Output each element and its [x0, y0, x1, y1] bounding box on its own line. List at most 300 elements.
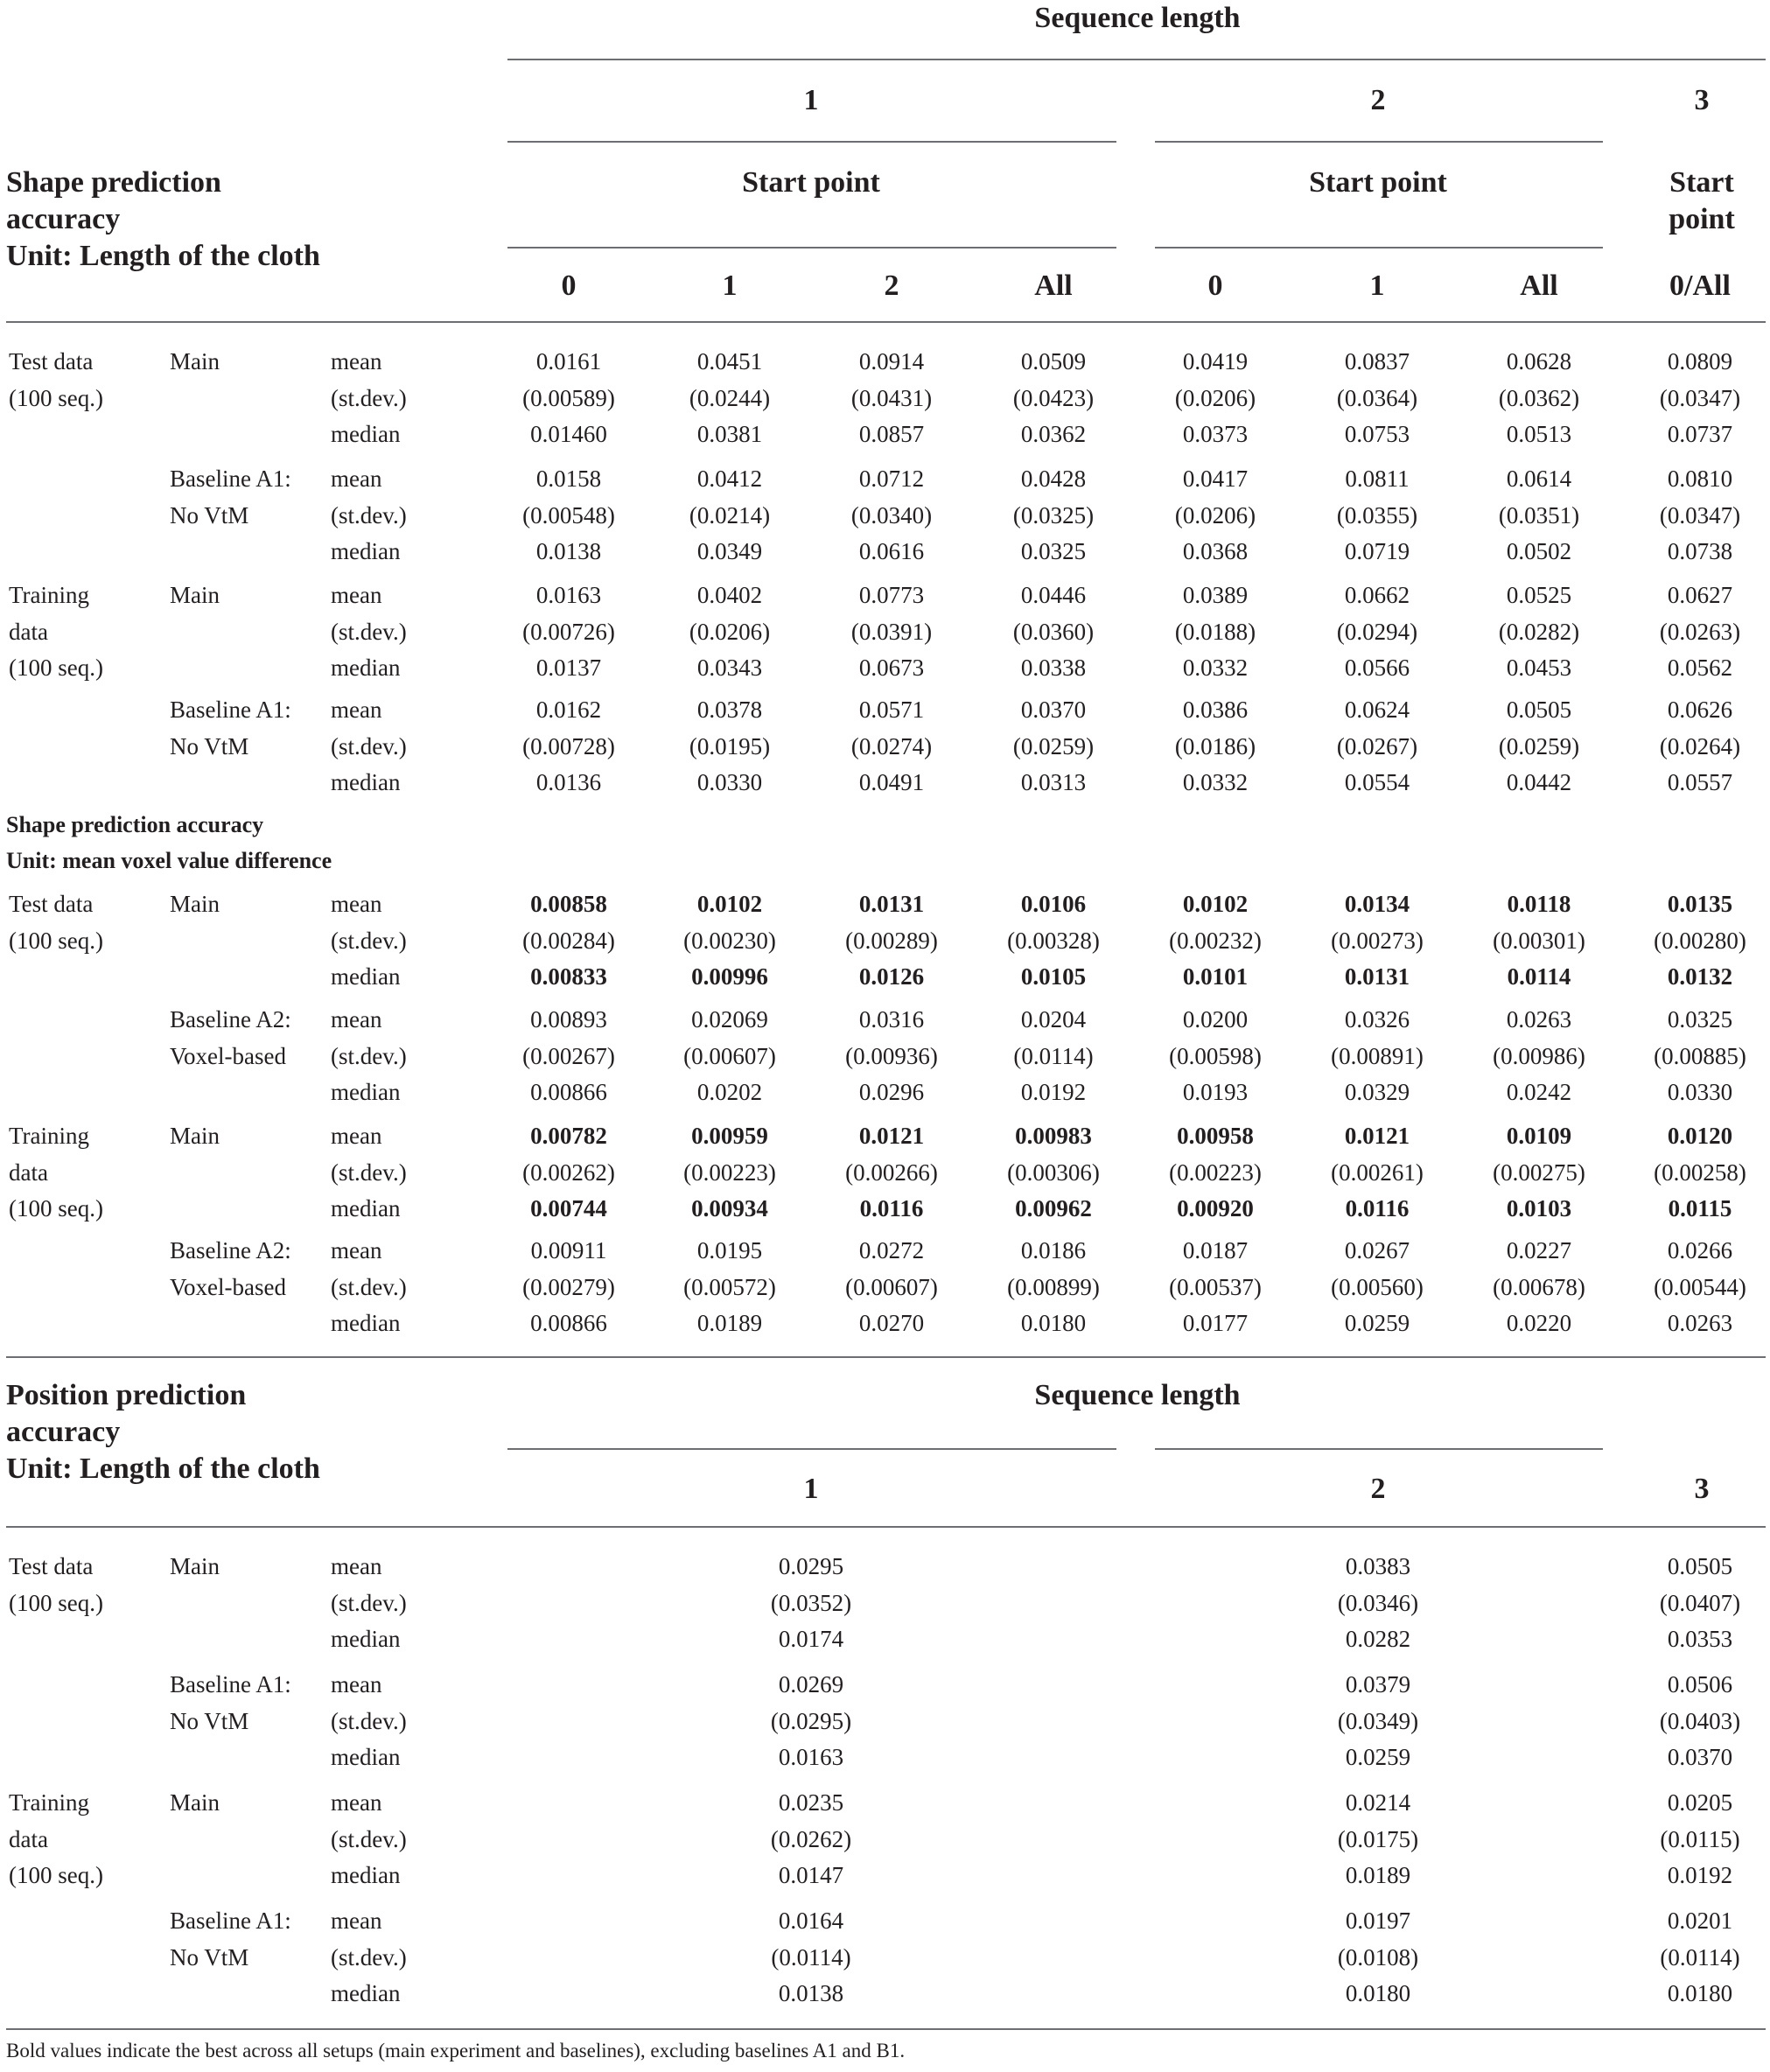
- value-cell: 0.0505: [1667, 1553, 1733, 1579]
- value-cell: 0.0115: [1668, 1195, 1732, 1222]
- value-cell: 0.0329: [1344, 1079, 1410, 1105]
- value-cell: (0.0206): [1174, 501, 1256, 528]
- header-rule: [507, 247, 1116, 248]
- header-rule: [1155, 141, 1603, 143]
- table-row: [0, 1903, 1770, 1938]
- value-cell: 0.0295: [778, 1553, 844, 1579]
- value-cell: (0.0114): [771, 1943, 851, 1970]
- model-label: Main: [170, 582, 220, 608]
- value-cell: 0.0138: [778, 1980, 844, 2006]
- value-cell: (0.0340): [850, 501, 933, 528]
- value-cell: 0.0272: [858, 1237, 925, 1264]
- model-label: Main: [170, 1123, 220, 1149]
- value-cell: 0.0313: [1020, 769, 1087, 795]
- value-cell: 0.0114: [1507, 963, 1571, 990]
- value-cell: (0.0175): [1337, 1825, 1419, 1852]
- table-row: [0, 1940, 1770, 1975]
- stat-label: median: [331, 1310, 401, 1336]
- value-cell: (0.0294): [1336, 618, 1418, 645]
- value-cell: (0.00280): [1654, 927, 1746, 954]
- stat-label: mean: [331, 582, 382, 608]
- value-cell: 0.0673: [858, 654, 925, 681]
- value-cell: 0.0446: [1020, 582, 1087, 608]
- value-cell: 0.0174: [778, 1626, 844, 1652]
- value-cell: 0.0164: [778, 1908, 844, 1934]
- value-cell: 0.0332: [1182, 654, 1249, 681]
- value-cell: (0.0325): [1012, 501, 1095, 528]
- value-cell: (0.0364): [1336, 384, 1418, 411]
- table-row: [0, 1270, 1770, 1305]
- value-cell: 0.0325: [1667, 1006, 1733, 1032]
- dataset-label: data: [9, 1825, 48, 1852]
- value-cell: 0.00911: [530, 1237, 607, 1264]
- table-row: [0, 886, 1770, 921]
- value-cell: 0.0451: [696, 348, 763, 374]
- table-row: [0, 1858, 1770, 1893]
- value-cell: 0.0402: [696, 582, 763, 608]
- value-cell: (0.0186): [1174, 732, 1256, 760]
- stat-label: mean: [331, 1006, 382, 1032]
- value-cell: 0.0162: [535, 696, 602, 723]
- value-cell: 0.0106: [1020, 891, 1087, 917]
- start-point-header-3: Start point: [1669, 166, 1735, 235]
- table-row: [0, 1621, 1770, 1656]
- dataset-label: (100 seq.): [9, 1195, 103, 1222]
- value-cell: 0.00983: [1015, 1123, 1092, 1149]
- value-cell: 0.0116: [1345, 1195, 1410, 1222]
- value-cell: (0.00726): [522, 618, 615, 645]
- value-cell: 0.0381: [696, 421, 763, 447]
- value-cell: 0.0442: [1506, 769, 1572, 795]
- start-point-header-1: Start point: [742, 166, 880, 199]
- value-cell: 0.00959: [691, 1123, 768, 1149]
- value-cell: 0.00782: [530, 1123, 607, 1149]
- value-cell: (0.0351): [1498, 501, 1580, 528]
- sequence-length-header: Sequence length: [1034, 2, 1241, 34]
- value-cell: (0.00607): [845, 1273, 938, 1300]
- value-cell: 0.0412: [696, 466, 763, 492]
- value-cell: 0.0126: [858, 963, 925, 990]
- model-label: Voxel-based: [170, 1042, 286, 1069]
- value-cell: 0.0379: [1345, 1671, 1411, 1698]
- value-cell: (0.0244): [689, 384, 771, 411]
- value-cell: 0.0453: [1506, 654, 1572, 681]
- dataset-label: data: [9, 618, 48, 645]
- table-row: [0, 1118, 1770, 1153]
- value-cell: 0.0163: [778, 1744, 844, 1770]
- value-cell: 0.0914: [858, 348, 925, 374]
- value-cell: (0.0355): [1336, 501, 1418, 528]
- value-cell: 0.0557: [1667, 769, 1733, 795]
- value-cell: (0.0115): [1660, 1825, 1740, 1852]
- dataset-label: (100 seq.): [9, 1862, 103, 1888]
- value-cell: (0.0274): [850, 732, 933, 760]
- value-cell: 0.0712: [858, 466, 925, 492]
- start-point-col-header: All: [1034, 270, 1073, 302]
- value-cell: (0.0403): [1659, 1707, 1741, 1734]
- value-cell: 0.0227: [1506, 1237, 1572, 1264]
- value-cell: 0.0214: [1345, 1789, 1411, 1816]
- value-cell: 0.0491: [858, 769, 925, 795]
- value-cell: (0.00261): [1331, 1158, 1424, 1186]
- value-cell: 0.0102: [696, 891, 763, 917]
- value-cell: 0.0837: [1344, 348, 1410, 374]
- value-cell: 0.0180: [1667, 1980, 1733, 2006]
- table-row: [0, 1233, 1770, 1268]
- value-cell: 0.00866: [530, 1310, 607, 1336]
- value-cell: (0.00232): [1169, 927, 1262, 954]
- table-row: [0, 1039, 1770, 1074]
- value-cell: 0.0138: [535, 538, 602, 564]
- value-cell: (0.00284): [522, 927, 615, 954]
- value-cell: 0.0267: [1344, 1237, 1410, 1264]
- value-cell: (0.0347): [1659, 501, 1741, 528]
- value-cell: 0.0163: [535, 582, 602, 608]
- value-cell: (0.00266): [845, 1158, 938, 1186]
- value-cell: (0.00289): [845, 927, 938, 954]
- section-rule: [6, 1356, 1766, 1358]
- value-cell: 0.0627: [1667, 582, 1733, 608]
- value-cell: 0.0235: [778, 1789, 844, 1816]
- value-cell: 0.0332: [1182, 769, 1249, 795]
- voxel-title-line2: Unit: mean voxel value difference: [6, 848, 332, 873]
- value-cell: 0.0134: [1344, 891, 1410, 917]
- model-label: Baseline A1:: [170, 1671, 291, 1698]
- start-point-col-header: 0: [1207, 270, 1223, 302]
- table-row: [0, 1191, 1770, 1226]
- position-length-2-header: 2: [1370, 1473, 1386, 1505]
- value-cell: (0.0114): [1013, 1042, 1094, 1069]
- value-cell: 0.00744: [530, 1195, 607, 1222]
- dataset-label: (100 seq.): [9, 927, 103, 954]
- stat-label: (st.dev.): [331, 384, 407, 411]
- value-cell: 0.0197: [1345, 1908, 1411, 1934]
- value-cell: (0.0263): [1659, 618, 1741, 645]
- value-cell: 0.0263: [1667, 1310, 1733, 1336]
- value-cell: 0.0353: [1667, 1626, 1733, 1652]
- dataset-label: (100 seq.): [9, 1589, 103, 1616]
- header-rule: [507, 141, 1116, 143]
- value-cell: 0.0103: [1506, 1195, 1572, 1222]
- stat-label: mean: [331, 1237, 382, 1264]
- value-cell: 0.0136: [535, 769, 602, 795]
- value-cell: 0.0195: [696, 1237, 763, 1264]
- value-cell: 0.0325: [1020, 538, 1087, 564]
- value-cell: (0.0407): [1659, 1589, 1741, 1616]
- value-cell: 0.0857: [858, 421, 925, 447]
- model-label: No VtM: [170, 501, 249, 528]
- value-cell: (0.00589): [522, 384, 615, 411]
- start-point-col-header: 1: [1369, 270, 1385, 302]
- position-title: Position prediction accuracy Unit: Length of the cloth: [6, 1379, 320, 1485]
- table-row: [0, 534, 1770, 569]
- header-rule: [507, 59, 1766, 60]
- table-row: [0, 1155, 1770, 1190]
- value-cell: 0.0378: [696, 696, 763, 723]
- value-cell: 0.0180: [1345, 1980, 1411, 2006]
- value-cell: (0.0362): [1498, 384, 1580, 411]
- value-cell: 0.0132: [1667, 963, 1733, 990]
- value-cell: 0.0161: [535, 348, 602, 374]
- value-cell: 0.0296: [858, 1079, 925, 1105]
- value-cell: 0.01460: [530, 421, 607, 447]
- stat-label: mean: [331, 348, 382, 374]
- value-cell: (0.0262): [770, 1825, 852, 1852]
- value-cell: (0.0267): [1336, 732, 1418, 760]
- table-row: [0, 1549, 1770, 1584]
- value-cell: 0.0201: [1667, 1908, 1733, 1934]
- value-cell: 0.0343: [696, 654, 763, 681]
- table-row: [0, 381, 1770, 416]
- stat-label: mean: [331, 1908, 382, 1934]
- table-row: [0, 1586, 1770, 1620]
- value-cell: 0.00866: [530, 1079, 607, 1105]
- value-cell: 0.0189: [1345, 1862, 1411, 1888]
- value-cell: 0.0330: [696, 769, 763, 795]
- value-cell: 0.0383: [1345, 1553, 1411, 1579]
- position-length-3-header: 3: [1694, 1473, 1710, 1505]
- header-bottom-rule: [6, 321, 1766, 323]
- value-cell: (0.0264): [1659, 732, 1741, 760]
- value-cell: 0.0662: [1344, 582, 1410, 608]
- stat-label: median: [331, 1195, 401, 1222]
- value-cell: (0.00598): [1169, 1042, 1262, 1069]
- model-label: Baseline A1:: [170, 696, 291, 723]
- value-cell: 0.0205: [1667, 1789, 1733, 1816]
- table-row: [0, 416, 1770, 452]
- stat-label: (st.dev.): [331, 732, 407, 760]
- value-cell: (0.00262): [522, 1158, 615, 1186]
- value-cell: (0.0349): [1337, 1707, 1419, 1734]
- table-row: [0, 1306, 1770, 1340]
- stat-label: (st.dev.): [331, 1273, 407, 1300]
- value-cell: 0.0624: [1344, 696, 1410, 723]
- table-row: [0, 1002, 1770, 1037]
- stat-label: median: [331, 538, 401, 564]
- value-cell: 0.0373: [1182, 421, 1249, 447]
- value-cell: 0.0773: [858, 582, 925, 608]
- table-row: [0, 614, 1770, 649]
- dataset-label: Training: [9, 1789, 90, 1816]
- value-cell: (0.00607): [683, 1042, 776, 1069]
- stat-label: (st.dev.): [331, 618, 407, 645]
- stat-label: mean: [331, 1789, 382, 1816]
- stat-label: median: [331, 421, 401, 447]
- value-cell: 0.0554: [1344, 769, 1410, 795]
- header-rule: [1155, 1448, 1603, 1450]
- value-cell: 0.0282: [1345, 1626, 1411, 1652]
- value-cell: (0.0360): [1012, 618, 1095, 645]
- value-cell: (0.0259): [1012, 732, 1095, 760]
- dataset-label: Training: [9, 1123, 90, 1149]
- value-cell: 0.0259: [1344, 1310, 1410, 1336]
- value-cell: (0.00891): [1331, 1042, 1424, 1069]
- value-cell: (0.00899): [1007, 1273, 1100, 1300]
- value-cell: (0.00267): [522, 1042, 615, 1069]
- value-cell: 0.0192: [1020, 1079, 1087, 1105]
- table-bottom-rule: [6, 2028, 1766, 2030]
- value-cell: (0.0347): [1659, 384, 1741, 411]
- value-cell: 0.0105: [1020, 963, 1087, 990]
- stat-label: (st.dev.): [331, 927, 407, 954]
- value-cell: (0.0295): [770, 1707, 852, 1734]
- model-label: Baseline A1:: [170, 1908, 291, 1934]
- stat-label: mean: [331, 1123, 382, 1149]
- value-cell: 0.0200: [1182, 1006, 1249, 1032]
- stat-label: median: [331, 1980, 401, 2006]
- value-cell: 0.0158: [535, 466, 602, 492]
- value-cell: 0.0326: [1344, 1006, 1410, 1032]
- value-cell: (0.00306): [1007, 1158, 1100, 1186]
- stat-label: (st.dev.): [331, 1707, 407, 1734]
- value-cell: (0.00223): [683, 1158, 776, 1186]
- start-point-col-header: 2: [884, 270, 899, 302]
- table-row: [0, 765, 1770, 800]
- value-cell: (0.00728): [522, 732, 615, 760]
- value-cell: 0.0131: [1344, 963, 1410, 990]
- model-label: Voxel-based: [170, 1273, 286, 1300]
- value-cell: 0.0102: [1182, 891, 1249, 917]
- value-cell: 0.0259: [1345, 1744, 1411, 1770]
- model-label: Main: [170, 891, 220, 917]
- stat-label: mean: [331, 1671, 382, 1698]
- value-cell: (0.00936): [845, 1042, 938, 1069]
- model-label: Main: [170, 1789, 220, 1816]
- header-bottom-rule: [6, 1526, 1766, 1528]
- header-rule: [1155, 247, 1603, 248]
- stat-label: (st.dev.): [331, 1825, 407, 1852]
- value-cell: 0.0137: [535, 654, 602, 681]
- table-row: [0, 729, 1770, 764]
- value-cell: 0.0186: [1020, 1237, 1087, 1264]
- value-cell: (0.00548): [522, 501, 615, 528]
- value-cell: (0.00279): [522, 1273, 615, 1300]
- value-cell: 0.0101: [1182, 963, 1249, 990]
- value-cell: 0.0192: [1667, 1862, 1733, 1888]
- stat-label: median: [331, 1079, 401, 1105]
- value-cell: 0.00958: [1177, 1123, 1254, 1149]
- value-cell: 0.00833: [530, 963, 607, 990]
- table-row: [0, 1074, 1770, 1110]
- value-cell: (0.0206): [689, 618, 771, 645]
- value-cell: (0.00328): [1007, 927, 1100, 954]
- table-row: [0, 1785, 1770, 1820]
- value-cell: 0.0811: [1345, 466, 1410, 492]
- value-cell: 0.00934: [691, 1195, 768, 1222]
- table-row: [0, 650, 1770, 685]
- header-rule: [507, 1448, 1116, 1450]
- value-cell: 0.0737: [1667, 421, 1733, 447]
- value-cell: (0.00537): [1169, 1273, 1262, 1300]
- value-cell: 0.0220: [1506, 1310, 1572, 1336]
- stat-label: (st.dev.): [331, 1589, 407, 1616]
- table-row: [0, 578, 1770, 612]
- stat-label: mean: [331, 696, 382, 723]
- stat-label: median: [331, 1744, 401, 1770]
- table-row: [0, 344, 1770, 379]
- value-cell: 0.0269: [778, 1671, 844, 1698]
- value-cell: 0.0187: [1182, 1237, 1249, 1264]
- value-cell: (0.0259): [1498, 732, 1580, 760]
- value-cell: 0.0419: [1182, 348, 1249, 374]
- value-cell: 0.0809: [1667, 348, 1733, 374]
- model-label: No VtM: [170, 732, 249, 760]
- stat-label: median: [331, 1626, 401, 1652]
- value-cell: (0.0391): [850, 618, 933, 645]
- value-cell: 0.0386: [1182, 696, 1249, 723]
- dataset-label: (100 seq.): [9, 384, 103, 411]
- value-cell: 0.0330: [1667, 1079, 1733, 1105]
- value-cell: 0.0263: [1506, 1006, 1572, 1032]
- value-cell: 0.0266: [1667, 1237, 1733, 1264]
- value-cell: 0.0616: [858, 538, 925, 564]
- start-point-col-header: All: [1520, 270, 1558, 302]
- value-cell: 0.0626: [1667, 696, 1733, 723]
- value-cell: 0.0180: [1020, 1310, 1087, 1336]
- stat-label: (st.dev.): [331, 1158, 407, 1186]
- value-cell: 0.0389: [1182, 582, 1249, 608]
- length-1-header: 1: [803, 84, 819, 116]
- value-cell: (0.00223): [1169, 1158, 1262, 1186]
- value-cell: 0.0204: [1020, 1006, 1087, 1032]
- table-row: [0, 1740, 1770, 1774]
- value-cell: (0.00986): [1493, 1042, 1585, 1069]
- value-cell: 0.0193: [1182, 1079, 1249, 1105]
- position-sequence-length-header: Sequence length: [1034, 1379, 1241, 1411]
- stat-label: median: [331, 1862, 401, 1888]
- stat-label: median: [331, 769, 401, 795]
- model-label: Main: [170, 1553, 220, 1579]
- stat-label: median: [331, 654, 401, 681]
- footnote: Bold values indicate the best across all setups (main experiment and baselines), excluding baselines A1 and B1.: [6, 2040, 906, 2062]
- value-cell: 0.0120: [1667, 1123, 1733, 1149]
- voxel-title-line1: Shape prediction accuracy: [6, 812, 264, 837]
- value-cell: 0.0370: [1667, 1744, 1733, 1770]
- value-cell: (0.0352): [770, 1589, 852, 1616]
- model-label: Baseline A2:: [170, 1237, 291, 1264]
- table-row: [0, 959, 1770, 994]
- value-cell: 0.0338: [1020, 654, 1087, 681]
- value-cell: (0.0214): [689, 501, 771, 528]
- value-cell: 0.0738: [1667, 538, 1733, 564]
- value-cell: (0.00230): [683, 927, 776, 954]
- value-cell: (0.0206): [1174, 384, 1256, 411]
- value-cell: 0.0506: [1667, 1671, 1733, 1698]
- stat-label: (st.dev.): [331, 501, 407, 528]
- value-cell: 0.0270: [858, 1310, 925, 1336]
- value-cell: 0.0368: [1182, 538, 1249, 564]
- position-length-1-header: 1: [803, 1473, 819, 1505]
- value-cell: 0.00858: [530, 891, 607, 917]
- value-cell: 0.0370: [1020, 696, 1087, 723]
- value-cell: 0.0202: [696, 1079, 763, 1105]
- value-cell: 0.0362: [1020, 421, 1087, 447]
- value-cell: (0.00258): [1654, 1158, 1746, 1186]
- value-cell: 0.0505: [1506, 696, 1572, 723]
- value-cell: (0.00678): [1493, 1273, 1585, 1300]
- dataset-label: Test data: [9, 1553, 94, 1579]
- value-cell: 0.0116: [859, 1195, 924, 1222]
- value-cell: 0.0177: [1182, 1310, 1249, 1336]
- start-point-header-2: Start point: [1309, 166, 1447, 199]
- value-cell: 0.0121: [1344, 1123, 1410, 1149]
- table-row: [0, 1822, 1770, 1857]
- value-cell: 0.0131: [858, 891, 925, 917]
- value-cell: (0.0188): [1174, 618, 1256, 645]
- length-2-header: 2: [1370, 84, 1386, 116]
- value-cell: 0.0719: [1344, 538, 1410, 564]
- value-cell: 0.0417: [1182, 466, 1249, 492]
